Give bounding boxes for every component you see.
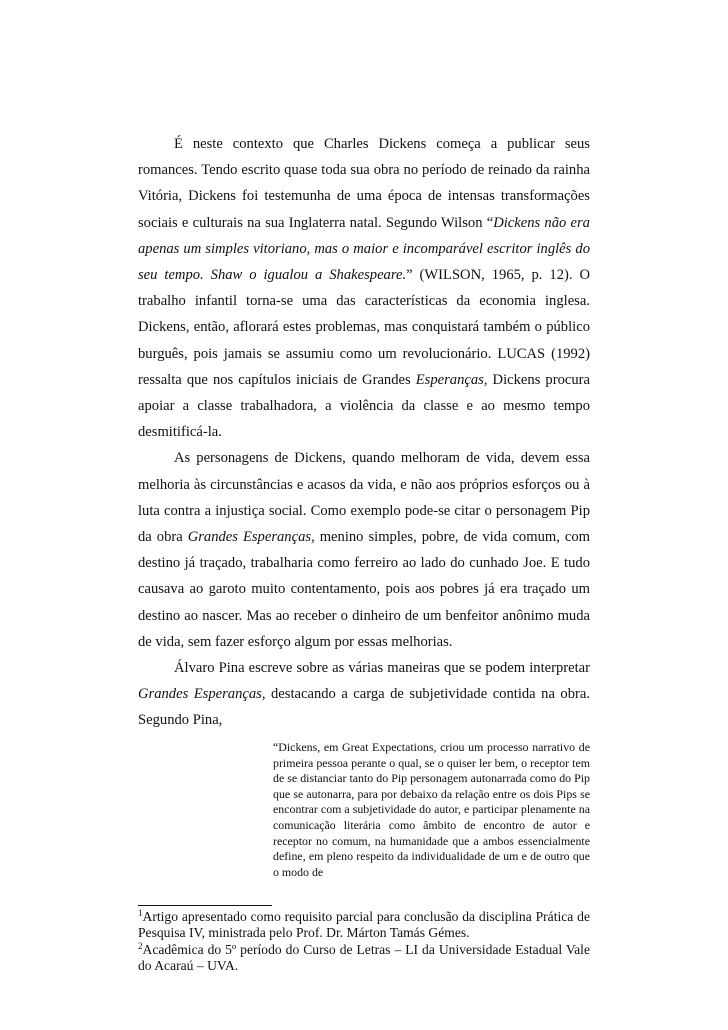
body-text [138, 131, 590, 734]
footnote-marker: 2 [138, 940, 143, 951]
book-title-italic: Grandes Esperanças [187, 529, 312, 546]
paragraph1-text-3: , Dickens procura apoiar a classe trabalhadora, a violência da classe e ao mesmo tempo desmitificá-la. [138, 371, 590, 441]
paragraph-pina [138, 655, 590, 734]
paragraph2-text-2: , menino simples, pobre, de vida comum, com destino já traçado, trabalharia como ferreiro ao lado do cunhado Joe. E tudo causava ao garoto muito contentamento, pois aos pobres já era traçado um destino ao nascer. Mas ao receber o dinheiro de um benfeitor anônimo muda de vida, sem fazer esforço algum por essas melhorias. [138, 529, 590, 650]
paragraph-characters [138, 445, 590, 655]
paragraph2-text-1: As personagens de Dickens, quando melhoram de vida, devem essa melhoria às circunstâncias e acasos da vida, e não aos próprios esforços ou à luta contra a injustiça social. Como exemplo pode-se citar o personagem Pip da obra [138, 450, 590, 546]
block-quote [273, 740, 590, 886]
footnote-separator [138, 905, 272, 906]
paragraph1-text-2: ” (WILSON, 1965, p. 12). O trabalho infantil torna-se uma das características da economia inglesa. Dickens, então, aflorará estes problemas, mas conquistará também o público burguês, pois jamais se assumiu como um revolucionário. LUCAS (1992) ressalta que nos capítulos iniciais de Grandes [138, 267, 590, 388]
paragraph3-text-1: Álvaro Pina escreve sobre as várias maneiras que se podem interpretar [174, 660, 590, 677]
book-title-italic: Grandes Esperanças [138, 686, 262, 703]
footnote-2 [138, 942, 590, 975]
esperancas-italic: Esperanças [415, 371, 484, 388]
footnotes [138, 909, 590, 975]
footnote-marker: 1 [138, 908, 143, 918]
wilson-quote-italic: Dickens não era apenas um simples vitoriano, mas o maior e incomparável escritor inglês do seu tempo. Shaw o igualou a Shakespeare. [138, 214, 590, 284]
paragraph3-text-2: , destacando a carga de subjetividade contida na obra. Segundo Pina, [138, 686, 590, 729]
footnote-text: Acadêmica do 5º período do Curso de Letras – LI da Universidade Estadual Vale do Acaraú – UVA. [138, 941, 590, 974]
block-quote-text: “Dickens, em Great Expectations, criou um processo narrativo de primeira pessoa perante o qual, se o quiser ler bem, o receptor tem de se distanciar tanto do Pip personagem autonarrada como do Pip que se autonarra, para por debaixo da relação entre os dois Pips se encontrar com a subjetividade do autor, e participar plenamente na comunicação literária como âmbito de encontro de autor e receptor no comum, na humanidade que a ambos essencialmente define, em pleno respeito da individualidade de um e de outro que o modo de [273, 740, 590, 879]
paragraph1-text-1: É neste contexto que Charles Dickens começa a publicar seus romances. Tendo escrito quase toda sua obra no período de reinado da rainha Vitória, Dickens foi testemunha de uma época de intensas transformações sociais e culturais na sua Inglaterra natal. Segundo Wilson “ [138, 136, 590, 231]
footnote-1 [138, 909, 590, 942]
paragraph-dickens-context [138, 131, 590, 445]
footnote-text: Artigo apresentado como requisito parcial para conclusão da disciplina Prática de Pesquisa IV, ministrada pelo Prof. Dr. Márton Tamás Gémes. [138, 909, 590, 941]
